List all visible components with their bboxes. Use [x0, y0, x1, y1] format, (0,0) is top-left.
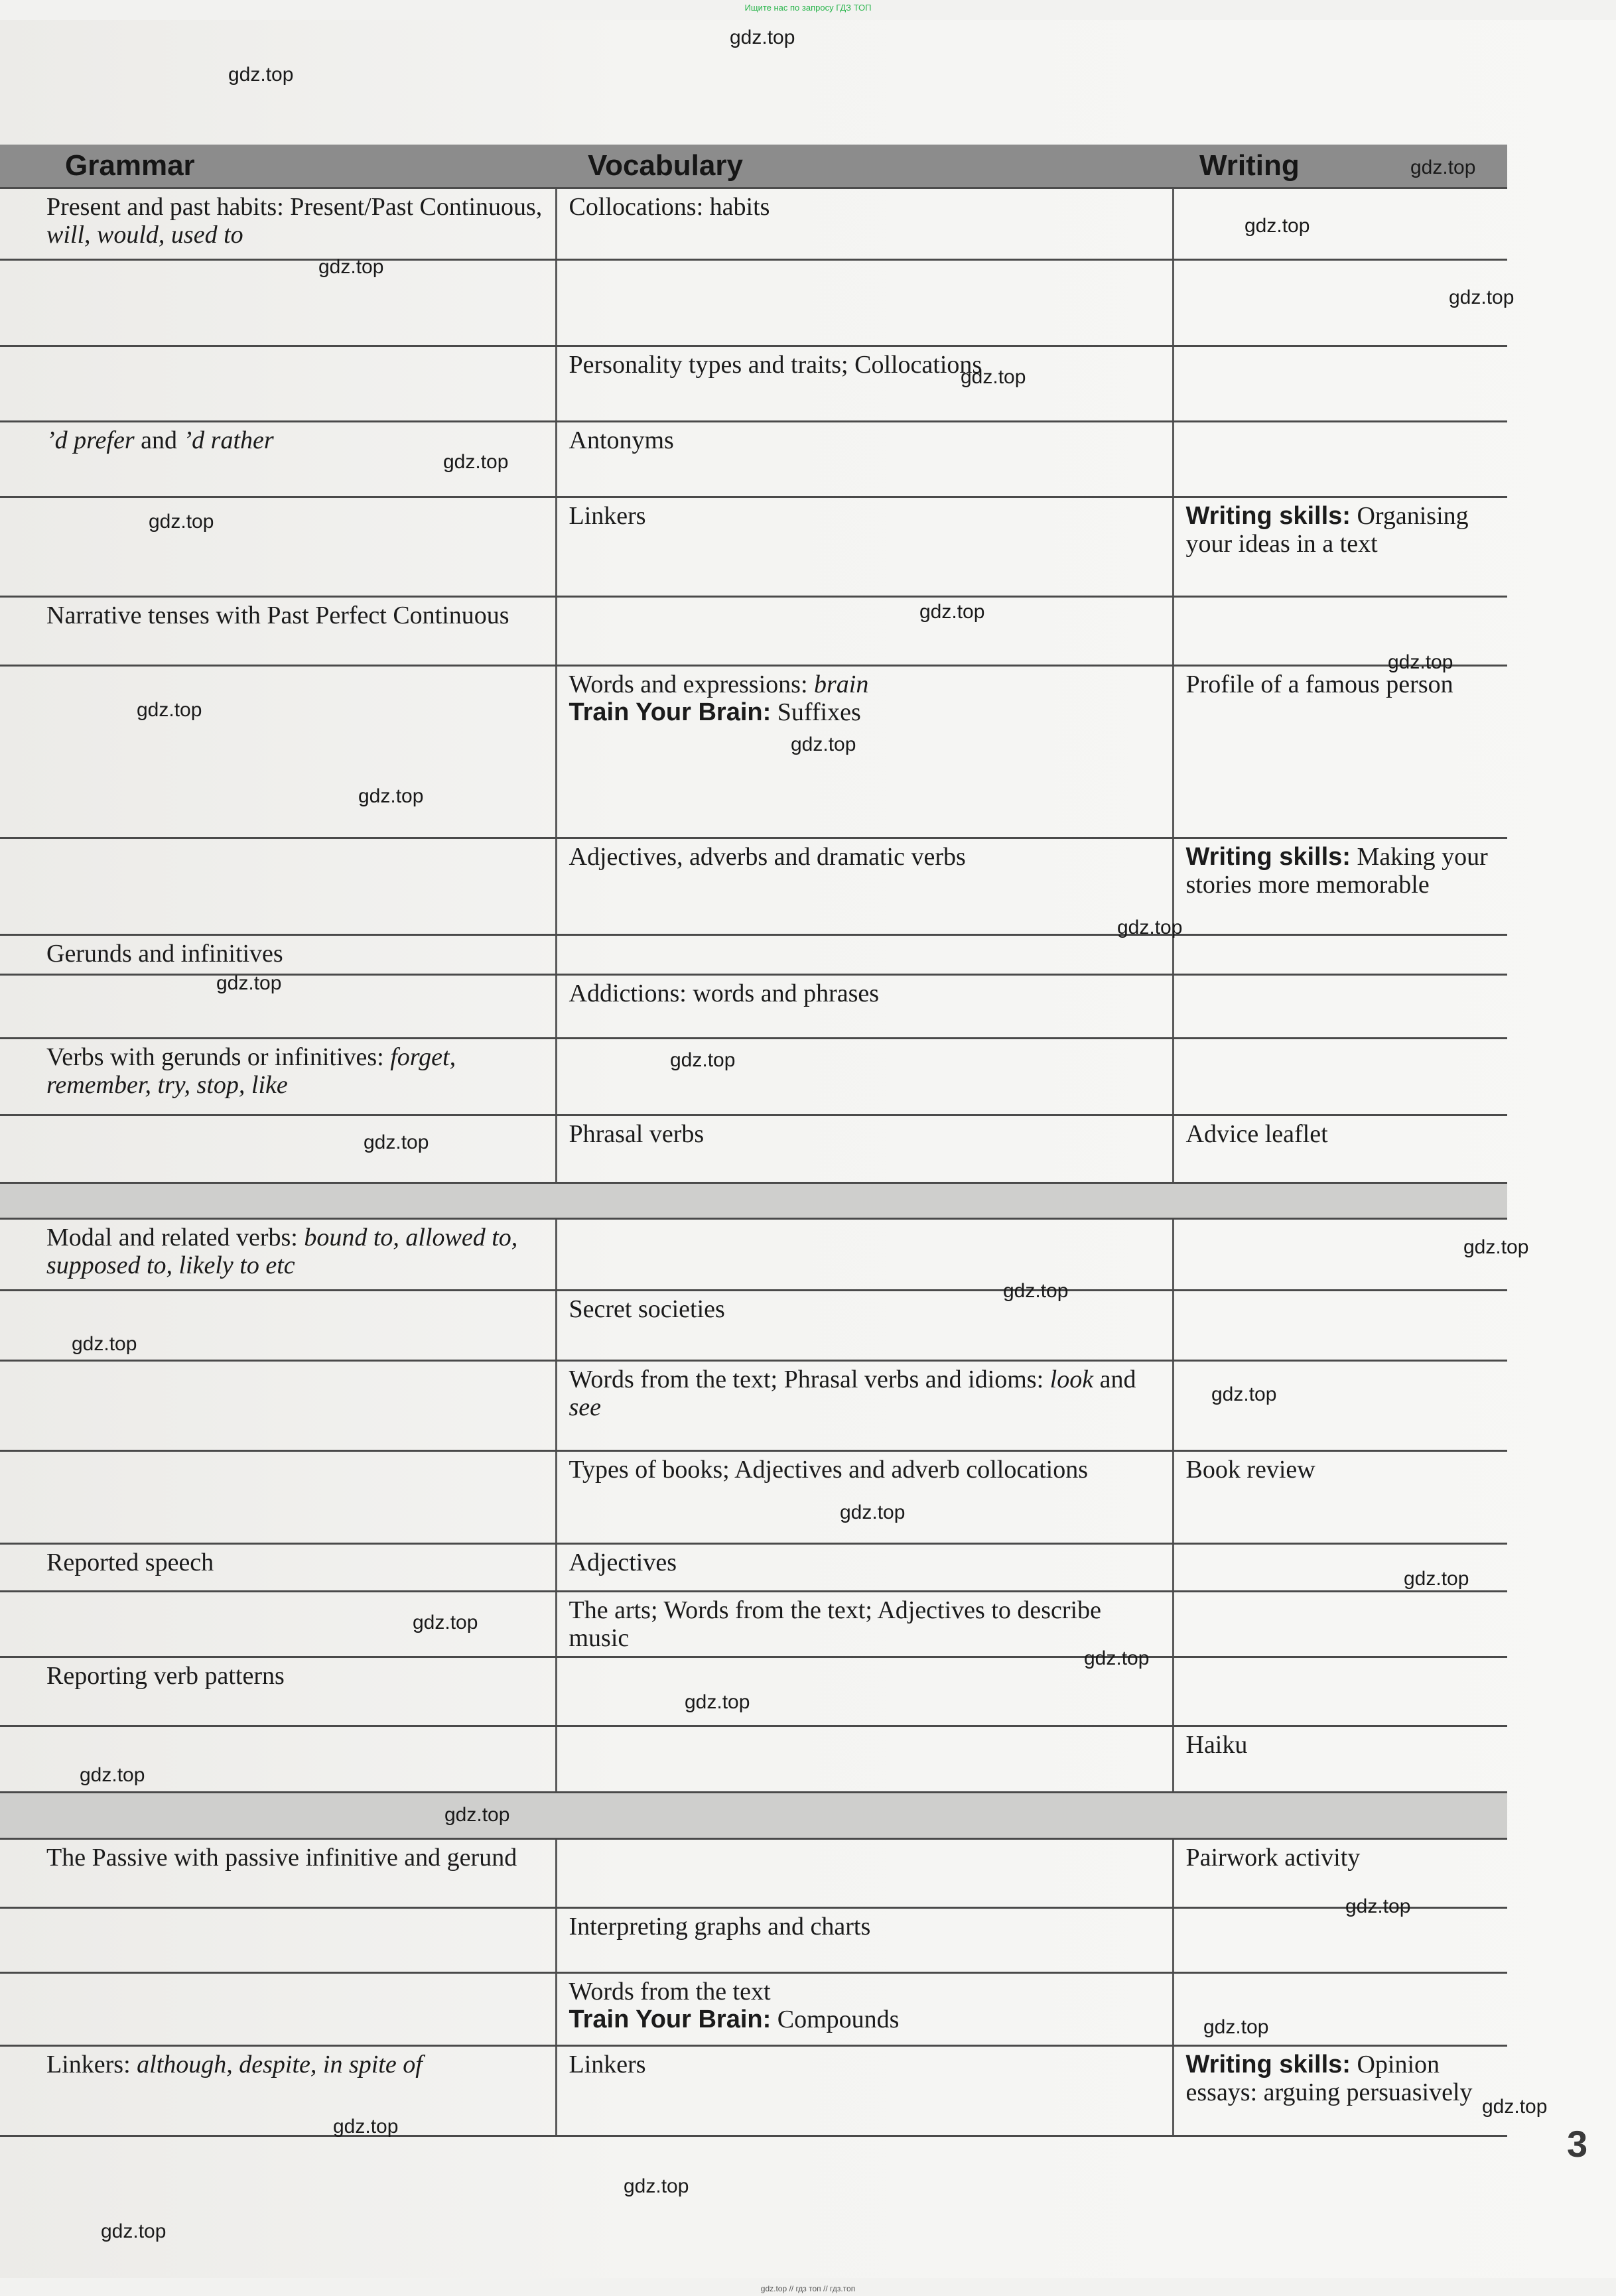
table-row — [0, 346, 1507, 422]
grammar-cell: Modal and related verbs: bound to, allowed to, supposed to, likely to etc — [0, 1219, 556, 1291]
table-row — [0, 1657, 1507, 1726]
table-row — [0, 1839, 1507, 1908]
writing-cell — [1173, 1039, 1507, 1116]
writing-cell — [1173, 1908, 1507, 1973]
table-row — [0, 1219, 1507, 1291]
watermark-text: gdz.top — [1345, 1895, 1411, 1917]
watermark-text: gdz.top — [1117, 917, 1183, 938]
watermark-text: gdz.top — [624, 2175, 689, 2197]
watermark-text: gdz.top — [318, 256, 384, 278]
vocabulary-cell: Adjectives, adverbs and dramatic verbs — [556, 838, 1173, 935]
writing-cell — [1173, 935, 1507, 975]
writing-header: Writing — [1173, 145, 1507, 188]
grammar-cell — [0, 260, 556, 346]
table-row — [0, 935, 1507, 975]
table-row — [0, 666, 1507, 838]
watermark-text: gdz.top — [413, 1612, 478, 1633]
watermark-text: gdz.top — [791, 733, 856, 755]
watermark-text: gdz.top — [1003, 1280, 1069, 1302]
writing-cell — [1173, 188, 1507, 260]
vocabulary-cell — [556, 1039, 1173, 1116]
unit-divider-cell — [0, 1793, 1507, 1839]
vocabulary-cell — [556, 260, 1173, 346]
watermark-text: gdz.top — [358, 785, 424, 807]
watermark-text: gdz.top — [80, 1764, 145, 1786]
vocabulary-cell: Secret societies — [556, 1291, 1173, 1361]
bottom-banner: gdz.top // гдз топ // гдз.топ — [760, 2284, 856, 2293]
watermark-text: gdz.top — [919, 601, 985, 623]
watermark-text: gdz.top — [1482, 2096, 1548, 2118]
unit-divider-band — [0, 1183, 1507, 1219]
watermark-text: gdz.top — [1245, 215, 1310, 237]
watermark-text: gdz.top — [670, 1049, 736, 1071]
vocabulary-cell: Personality types and traits; Collocations — [556, 346, 1173, 422]
watermark-text: gdz.top — [685, 1691, 750, 1713]
table-row — [0, 1592, 1507, 1657]
writing-cell — [1173, 422, 1507, 497]
grammar-cell: Reporting verb patterns — [0, 1657, 556, 1726]
watermark-text: gdz.top — [333, 2116, 399, 2137]
writing-cell: Advice leaflet — [1173, 1116, 1507, 1183]
vocabulary-cell: Collocations: habits — [556, 188, 1173, 260]
unit-divider-cell — [0, 1183, 1507, 1219]
watermark-text: gdz.top — [137, 699, 202, 721]
grammar-cell: Narrative tenses with Past Perfect Continuous — [0, 597, 556, 666]
watermark-text: gdz.top — [1463, 1236, 1529, 1258]
table-row — [0, 2046, 1507, 2136]
grammar-cell: Linkers: although, despite, in spite of — [0, 2046, 556, 2136]
vocabulary-cell — [556, 1726, 1173, 1793]
vocabulary-cell — [556, 597, 1173, 666]
writing-cell: Pairwork activity — [1173, 1839, 1507, 1908]
grammar-cell: ’d prefer and ’d rather — [0, 422, 556, 497]
grammar-cell: Gerunds and infinitives — [0, 935, 556, 975]
table-row — [0, 1361, 1507, 1451]
vocabulary-cell: The arts; Words from the text; Adjectives to describe music — [556, 1592, 1173, 1657]
table-row — [0, 1908, 1507, 1973]
watermark-text: gdz.top — [149, 511, 214, 533]
watermark-text: gdz.top — [1084, 1647, 1150, 1669]
top-banner: Ищите нас по запросу ГДЗ ТОП — [744, 3, 872, 13]
writing-cell — [1173, 1592, 1507, 1657]
writing-cell — [1173, 1291, 1507, 1361]
table-row — [0, 422, 1507, 497]
watermark-text: gdz.top — [1211, 1383, 1277, 1405]
table-body — [0, 188, 1507, 2136]
vocabulary-cell — [556, 1657, 1173, 1726]
grammar-cell — [0, 838, 556, 935]
page-number: 3 — [1567, 2123, 1588, 2165]
writing-cell: Writing skills: Making your stories more memorable — [1173, 838, 1507, 935]
table-row — [0, 838, 1507, 935]
writing-cell: Writing skills: Organising your ideas in a text — [1173, 497, 1507, 597]
watermark-text: gdz.top — [101, 2220, 167, 2242]
table-row — [0, 597, 1507, 666]
writing-cell: Book review — [1173, 1451, 1507, 1544]
watermark-text: gdz.top — [228, 64, 294, 86]
grammar-cell — [0, 1361, 556, 1451]
watermark-text: gdz.top — [1449, 287, 1515, 308]
grammar-cell: Reported speech — [0, 1544, 556, 1592]
vocabulary-cell: Linkers — [556, 497, 1173, 597]
vocabulary-cell — [556, 1839, 1173, 1908]
table-row — [0, 260, 1507, 346]
vocabulary-cell: Antonyms — [556, 422, 1173, 497]
grammar-cell — [0, 666, 556, 838]
grammar-header: Grammar — [0, 145, 556, 188]
table-row — [0, 1291, 1507, 1361]
writing-cell — [1173, 346, 1507, 422]
table-row — [0, 1973, 1507, 2046]
watermark-text: gdz.top — [364, 1131, 429, 1153]
vocabulary-cell — [556, 935, 1173, 975]
syllabus-table — [0, 145, 1507, 2137]
table-row — [0, 1451, 1507, 1544]
table-row — [0, 1116, 1507, 1183]
vocabulary-cell: Interpreting graphs and charts — [556, 1908, 1173, 1973]
writing-cell — [1173, 597, 1507, 666]
vocabulary-cell: Words and expressions: brain Train Your Brain: Suffixes — [556, 666, 1173, 838]
watermark-text: gdz.top — [840, 1501, 906, 1523]
watermark-text: gdz.top — [216, 972, 282, 994]
vocabulary-cell: Addictions: words and phrases — [556, 975, 1173, 1039]
table-row — [0, 1544, 1507, 1592]
grammar-cell: Present and past habits: Present/Past Continuous, will, would, used to — [0, 188, 556, 260]
grammar-cell — [0, 1116, 556, 1183]
vocabulary-cell: Linkers — [556, 2046, 1173, 2136]
writing-cell — [1173, 975, 1507, 1039]
grammar-cell: The Passive with passive infinitive and gerund — [0, 1839, 556, 1908]
watermark-text: gdz.top — [72, 1333, 137, 1355]
watermark-text: gdz.top — [961, 366, 1026, 388]
writing-cell — [1173, 1657, 1507, 1726]
table-row — [0, 497, 1507, 597]
table-row — [0, 1726, 1507, 1793]
watermark-text: gdz.top — [1388, 651, 1453, 673]
vocabulary-cell: Words from the text; Phrasal verbs and idioms: look and see — [556, 1361, 1173, 1451]
vocabulary-cell: Phrasal verbs — [556, 1116, 1173, 1183]
vocabulary-cell: Types of books; Adjectives and adverb collocations — [556, 1451, 1173, 1544]
grammar-cell — [0, 497, 556, 597]
writing-cell: Writing skills: Opinion essays: arguing persuasively — [1173, 2046, 1507, 2136]
vocabulary-header: Vocabulary — [556, 145, 1173, 188]
unit-divider-band — [0, 1793, 1507, 1839]
grammar-cell — [0, 346, 556, 422]
table-header-row — [0, 145, 1507, 188]
vocabulary-cell: Words from the text Train Your Brain: Compounds — [556, 1973, 1173, 2046]
grammar-cell — [0, 1451, 556, 1544]
writing-cell: Profile of a famous person — [1173, 666, 1507, 838]
watermark-text: gdz.top — [1410, 157, 1476, 178]
watermark-text: gdz.top — [730, 27, 795, 48]
writing-cell: Haiku — [1173, 1726, 1507, 1793]
watermark-text: gdz.top — [444, 1804, 510, 1826]
grammar-cell: Verbs with gerunds or infinitives: forget, remember, try, stop, like — [0, 1039, 556, 1116]
syllabus-table-wrap — [0, 145, 1507, 2137]
watermark-text: gdz.top — [1404, 1568, 1469, 1590]
vocabulary-cell — [556, 1219, 1173, 1291]
grammar-cell — [0, 1973, 556, 2046]
grammar-cell — [0, 1908, 556, 1973]
watermark-text: gdz.top — [1203, 2016, 1269, 2038]
writing-cell — [1173, 1219, 1507, 1291]
table-row — [0, 1039, 1507, 1116]
vocabulary-cell: Adjectives — [556, 1544, 1173, 1592]
watermark-text: gdz.top — [443, 451, 509, 473]
